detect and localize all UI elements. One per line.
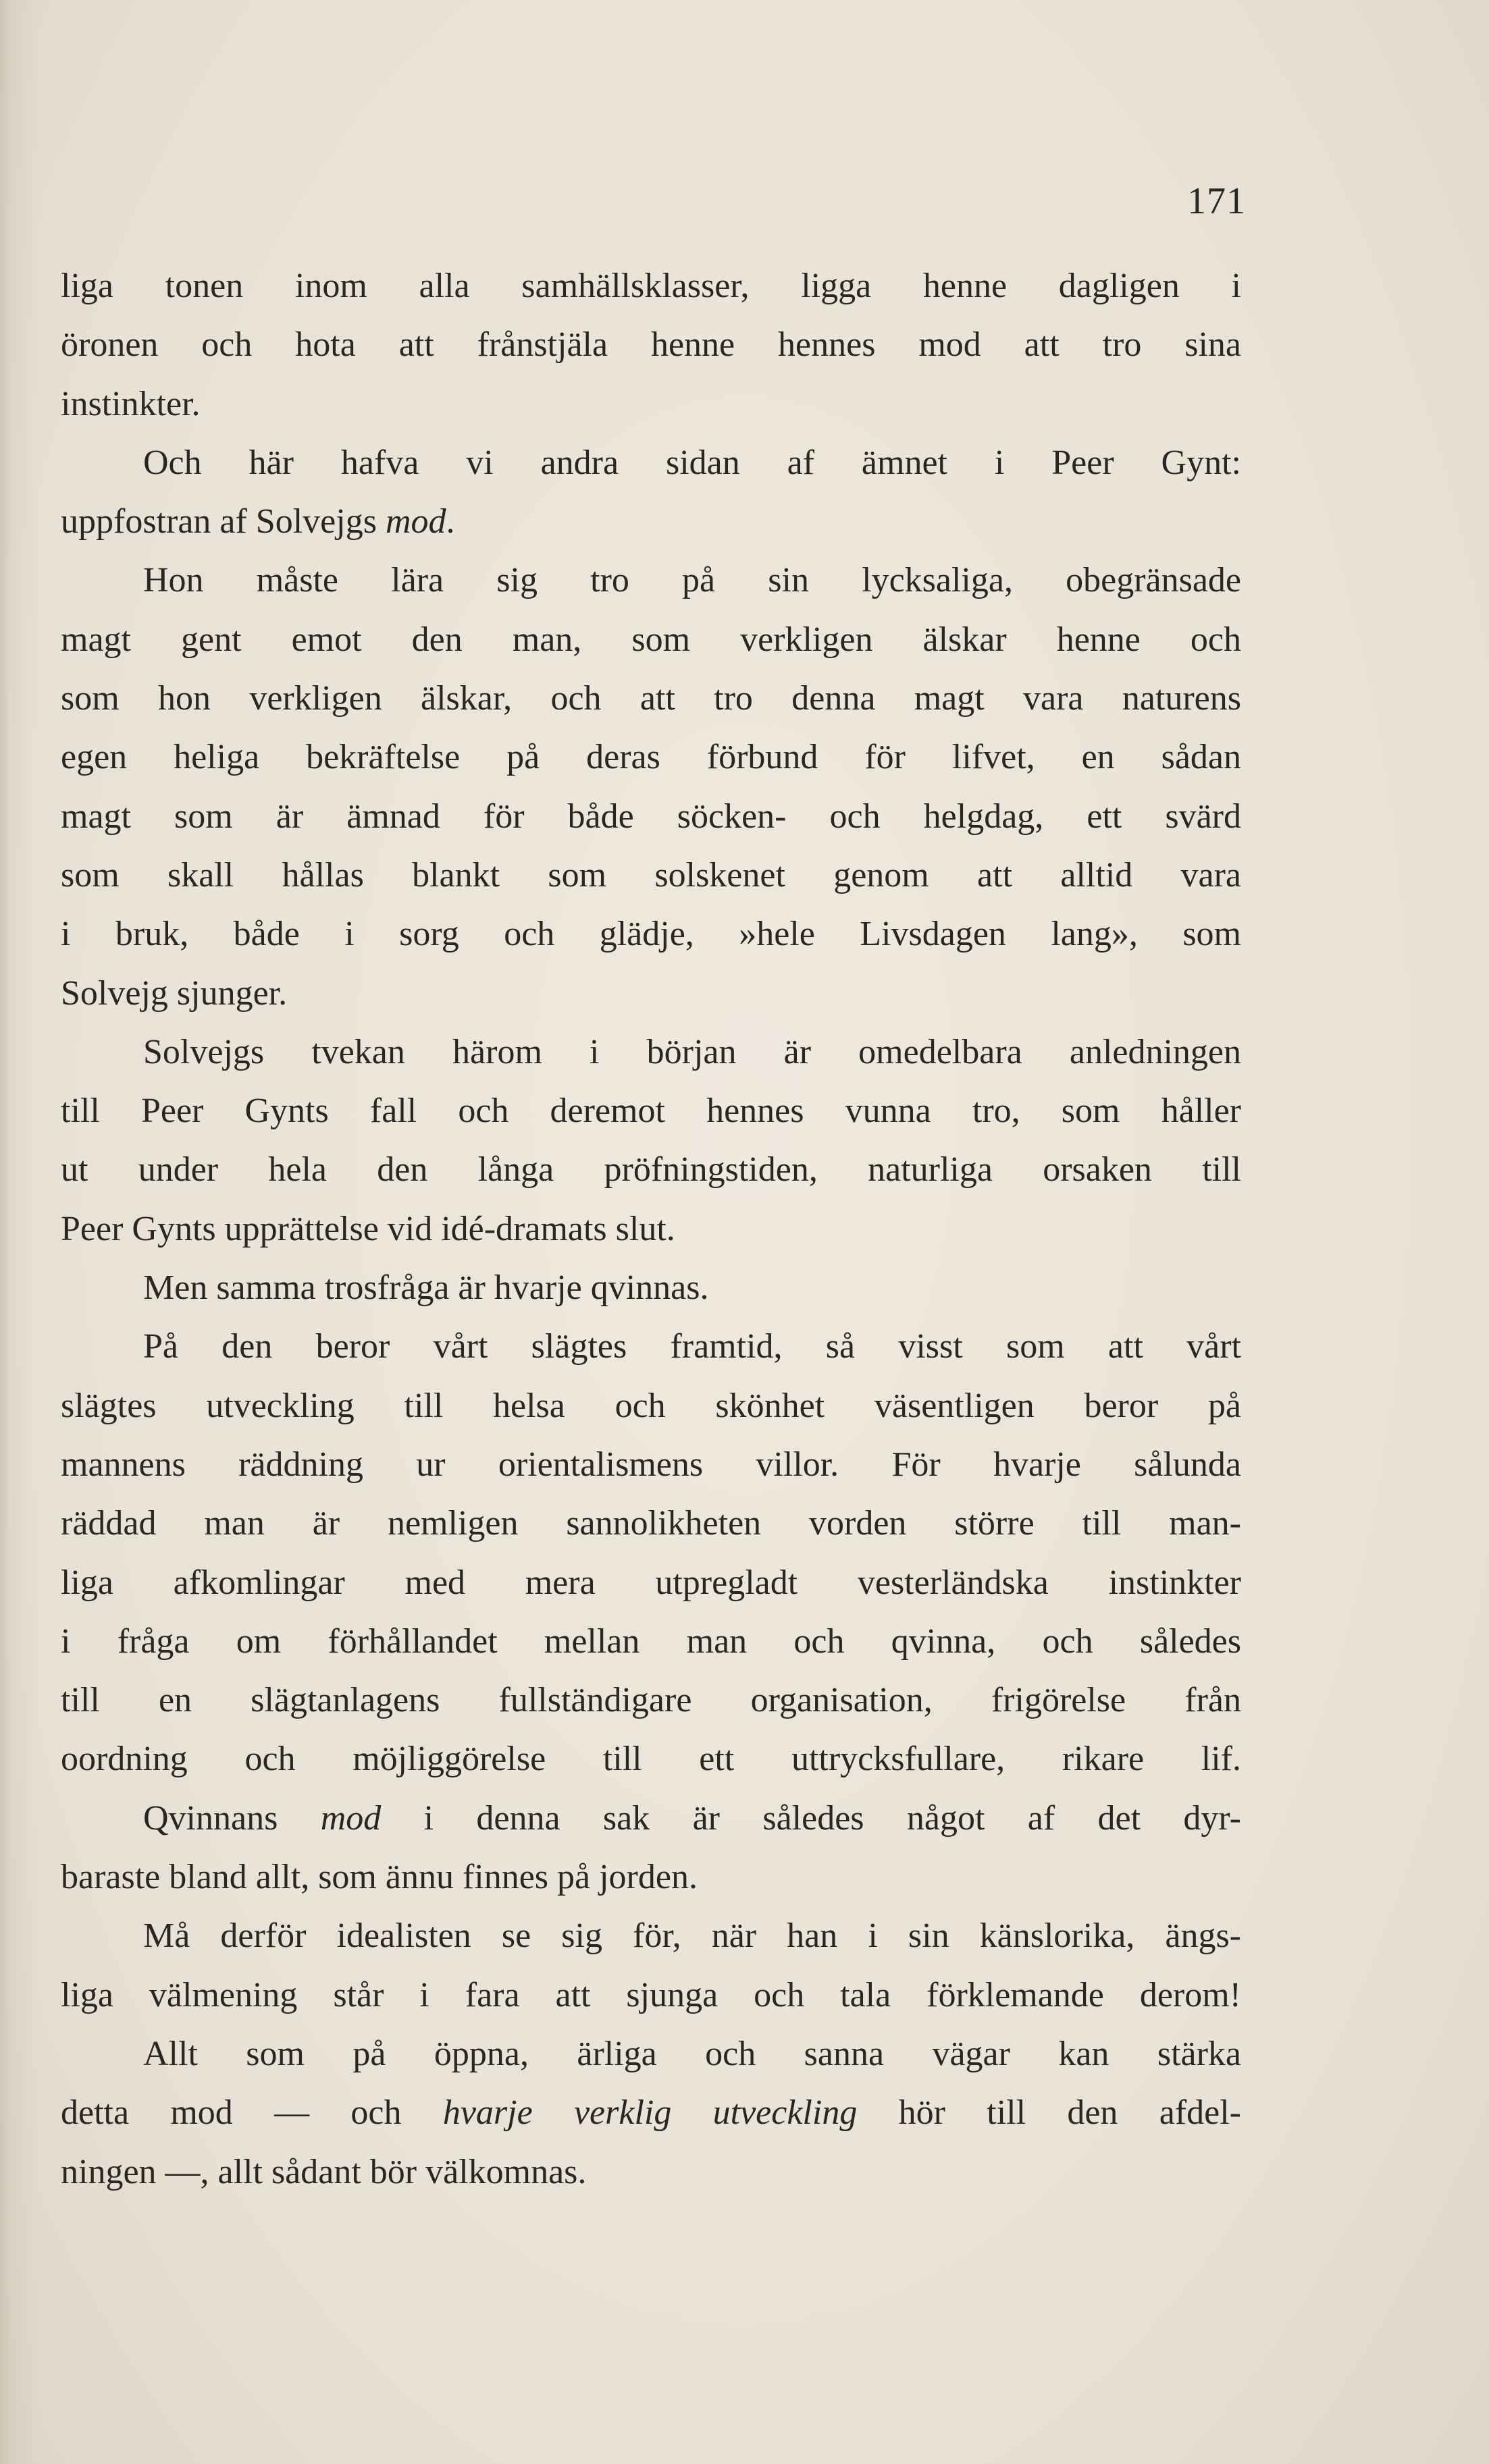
text-line: öronen och hota att frånstjäla henne hennes mod att tro sina xyxy=(61,325,1241,365)
paragraph-start-line: På den beror vårt slägtes framtid, så visst som att vårt xyxy=(143,1327,1241,1366)
text-line: baraste bland allt, som ännu finnes på jorden. xyxy=(61,1858,698,1897)
text-line: instinkter. xyxy=(61,384,201,423)
body-text xyxy=(61,257,1241,2201)
text-line: som hon verkligen älskar, och att tro denna magt vara naturens xyxy=(61,679,1241,718)
text-line: slägtes utveckling till helsa och skönhet väsentligen beror på xyxy=(61,1386,1241,1425)
page-binding-edge xyxy=(0,0,9,2464)
text-line: magt gent emot den man, som verkligen älskar henne och xyxy=(61,620,1241,659)
text-line: ut under hela den långa pröfningstiden, naturliga orsaken till xyxy=(61,1150,1241,1189)
text-line: räddad man är nemligen sannolikheten vorden större till man- xyxy=(61,1504,1241,1543)
text-line: till Peer Gynts fall och deremot hennes vunna tro, som håller xyxy=(61,1092,1241,1131)
text-line: egen heliga bekräftelse på deras förbund för lifvet, en sådan xyxy=(61,738,1241,777)
text-line: i bruk, både i sorg och glädje, »hele Livsdagen lang», som xyxy=(61,915,1241,954)
text-line: som skall hållas blankt som solskenet genom att alltid vara xyxy=(61,855,1241,894)
text-line: magt som är ämnad för både söcken- och helgdag, ett svärd xyxy=(61,797,1241,836)
text-line: i fråga om förhållandet mellan man och qvinna, och således xyxy=(61,1622,1241,1661)
page-number: 171 xyxy=(1187,180,1246,222)
paragraph-start-line: Hon måste lära sig tro på sin lycksaliga, obegränsade xyxy=(143,561,1241,600)
text-line: liga välmening står i fara att sjunga och tala förklemande derom! xyxy=(61,1975,1241,2014)
text-line: liga tonen inom alla samhällsklasser, ligga henne dagligen i xyxy=(61,267,1241,305)
text-line: Solvejg sjunger. xyxy=(61,973,288,1013)
emphasis-text: mod xyxy=(385,502,446,541)
paragraph-start-line: Och här hafva vi andra sidan af ämnet i Peer Gynt: xyxy=(143,443,1241,482)
text-line: ningen —, allt sådant bör välkomnas. xyxy=(61,2152,587,2191)
paragraph-start-line: Qvinnans mod i denna sak är således något af det dyr- xyxy=(143,1798,1241,1838)
text-line: uppfostran af Solvejgs mod. xyxy=(61,502,455,541)
emphasis-text: hvarje verklig utveckling xyxy=(442,2093,858,2133)
text-line: liga afkomlingar med mera utpregladt vesterländska instinkter xyxy=(61,1563,1241,1602)
text-line: till en slägtanlagens fullständigare organisation, frigörelse från xyxy=(61,1681,1241,1720)
paragraph-start-line: Må derför idealisten se sig för, när han i sin känslorika, ängs- xyxy=(143,1917,1241,1956)
paragraph-start-line: Allt som på öppna, ärliga och sanna vägar kan stärka xyxy=(143,2034,1241,2073)
paragraph-start-line: Men samma trosfråga är hvarje qvinnas. xyxy=(143,1268,709,1308)
text-line: mannens räddning ur orientalismens villor. För hvarje sålunda xyxy=(61,1445,1241,1484)
paragraph-start-line: Solvejgs tvekan härom i början är omedelbara anledningen xyxy=(143,1032,1241,1071)
emphasis-text: mod xyxy=(320,1798,382,1838)
text-line: oordning och möjliggörelse till ett uttrycksfullare, rikare lif. xyxy=(61,1740,1241,1779)
text-line: Peer Gynts upprättelse vid idé-dramats slut. xyxy=(61,1209,675,1248)
text-line: detta mod — och hvarje verklig utveckling hör till den afdel- xyxy=(61,2093,1241,2133)
